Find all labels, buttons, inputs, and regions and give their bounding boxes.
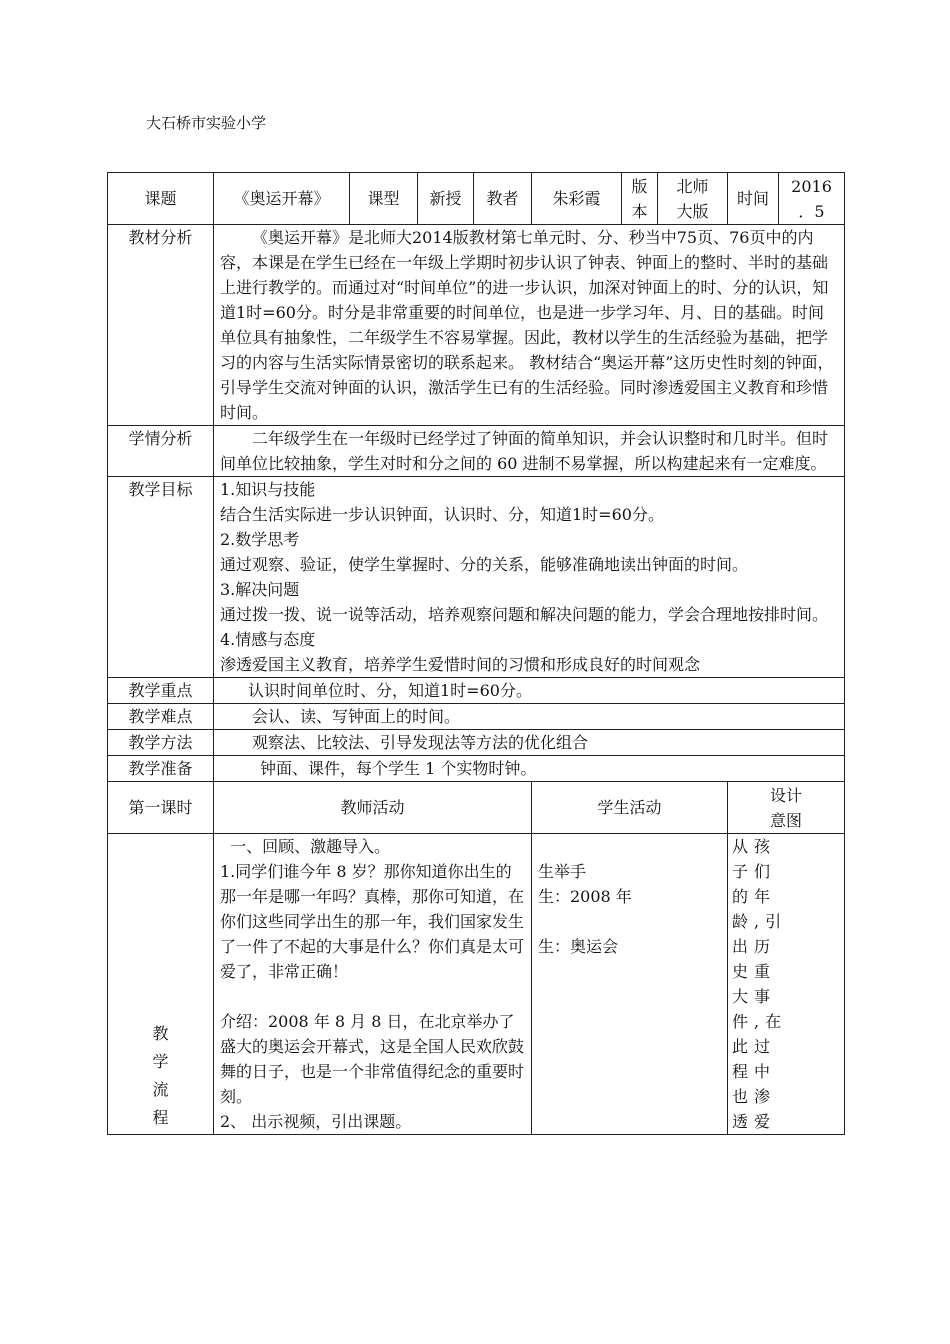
teacher-activity-text: 一、回顾、激趣导入。 1.同学们谁今年 8 岁？那你知道你出生的那一年是哪一年吗？真棒，那你可知道，在你们这些同学出生的那一年，我们国家发生了一件了不起的大事是什么？你们真是太可爱了，非常正确！ 介绍：2008 年 8 月 8 日，在北京举办了盛大的奥运会开幕式，这是全国人民欢欣鼓舞的日子，也是一个非常值得纪念的重要时刻。 2、 出示视频，引出课题。	[214, 834, 532, 1135]
material-label: 教材分析	[108, 225, 214, 426]
student-activity-text: 生举手 生：2008 年 生：奥运会	[532, 834, 728, 1135]
method-text: 观察法、比较法、引导发现法等方法的优化组合	[214, 730, 845, 756]
material-text: 《奥运开幕》是北师大2014版教材第七单元时、分、秒当中75页、76页中的内容，本课是在学生已经在一年级上学期时初步认识了钟表、钟面上的整时、半时的基础上进行教学的。而通过对“时间单位”的进一步认识，加深对钟面上的时、分的认识，知道1时=60分。时分是非常重要的时间单位，也是进一步学习年、月、日的基础。时间单位具有抽象性，二年级学生不容易掌握。因此，教材以学生的生活经验为基础，把学习的内容与生活实际情景密切的联系起来。 教材结合“奥运开幕”这历史性时刻的钟面，引导学生交流对钟面的认识，激活学生已有的生活经验。同时渗透爱国主义教育和珍惜时间。	[214, 225, 845, 426]
school-name: 大石桥市实验小学	[146, 114, 267, 132]
teacher-label: 教者	[474, 173, 532, 225]
edition-label: 版 本	[622, 173, 658, 225]
prep-text: 钟面、课件，每个学生 1 个实物时钟。	[214, 756, 845, 782]
goal-line: 2.数学思考	[220, 530, 300, 549]
edition-value: 北师 大版	[658, 173, 728, 225]
design-intent-text: 从孩 子们 的年 龄,引 出历 史重 大事 件,在 此过 程中 也渗 透爱	[728, 834, 845, 1135]
goal-line: 通过观察、验证，使学生掌握时、分的关系，能够准确地读出钟面的时间。	[220, 555, 749, 574]
key-points-label: 教学重点	[108, 678, 214, 704]
header-row	[108, 173, 845, 225]
type-value: 新授	[418, 173, 474, 225]
goal-line: 4.情感与态度	[220, 630, 316, 649]
difficulty-label: 教学难点	[108, 704, 214, 730]
topic-label: 课题	[108, 173, 214, 225]
material-row	[108, 225, 845, 426]
student-analysis-label: 学情分析	[108, 426, 214, 477]
goal-line: 结合生活实际进一步认识钟面，认识时、分，知道1时=60分。	[220, 505, 664, 524]
key-points-row	[108, 678, 845, 704]
teacher-activity-header: 教师活动	[214, 782, 532, 834]
time-label: 时间	[728, 173, 779, 225]
process-row	[108, 834, 845, 1135]
flow-label: 教 学 流 程	[108, 834, 214, 1135]
method-row	[108, 730, 845, 756]
type-label: 课型	[350, 173, 418, 225]
process-header-row	[108, 782, 845, 834]
goal-line: 3.解决问题	[220, 580, 300, 599]
goal-line: 1.知识与技能	[220, 480, 316, 499]
teacher-value: 朱彩霞	[532, 173, 622, 225]
design-intent-header: 设计 意图	[728, 782, 845, 834]
period-label: 第一课时	[108, 782, 214, 834]
prep-label: 教学准备	[108, 756, 214, 782]
key-points-text: 认识时间单位时、分，知道1时=60分。	[214, 678, 845, 704]
goals-label: 教学目标	[108, 477, 214, 678]
lesson-plan-table	[107, 172, 845, 1135]
goals-row	[108, 477, 845, 678]
time-value: 2016 ．5	[779, 173, 845, 225]
difficulty-row	[108, 704, 845, 730]
goals-text	[214, 477, 845, 678]
topic-value: 《奥运开幕》	[214, 173, 350, 225]
student-analysis-row	[108, 426, 845, 477]
prep-row	[108, 756, 845, 782]
goal-line: 通过拨一拨、说一说等活动，培养观察问题和解决问题的能力，学会合理地按排时间。	[220, 605, 829, 624]
student-activity-header: 学生活动	[532, 782, 728, 834]
method-label: 教学方法	[108, 730, 214, 756]
difficulty-text: 会认、读、写钟面上的时间。	[214, 704, 845, 730]
student-analysis-text: 二年级学生在一年级时已经学过了钟面的简单知识，并会认识整时和几时半。但时间单位比较抽象，学生对时和分之间的 60 进制不易掌握，所以构建起来有一定难度。	[214, 426, 845, 477]
goal-line: 渗透爱国主义教育，培养学生爱惜时间的习惯和形成良好的时间观念	[220, 655, 701, 674]
